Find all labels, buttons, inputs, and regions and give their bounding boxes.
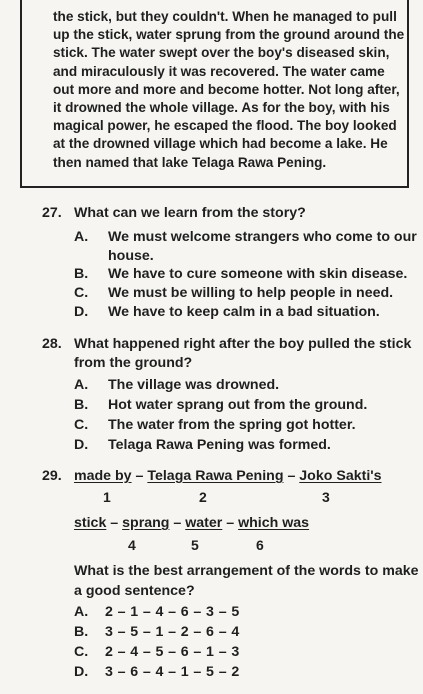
question-number: 28. [42, 336, 62, 352]
option-letter-b[interactable]: B. [74, 266, 89, 282]
option-letter-b[interactable]: B. [74, 397, 89, 413]
option-letter-c[interactable]: C. [74, 644, 89, 660]
question-number: 29. [42, 468, 62, 484]
option-letter-c[interactable]: C. [74, 417, 89, 433]
phrase-6-water: water [185, 515, 223, 531]
phrase-number-4: 4 [128, 537, 136, 553]
option-letter-c[interactable]: C. [74, 285, 89, 301]
option-letter-b[interactable]: B. [74, 624, 89, 640]
question-stem: What can we learn from the story? [74, 205, 306, 221]
passage-line: at the drowned village which had become a lake. He [53, 136, 388, 152]
passage-line: out more and more and become hotter. Not long after, [53, 81, 400, 97]
dash: – [226, 515, 235, 531]
dash: – [135, 468, 144, 484]
phrase-3: Joko Sakti's [299, 468, 382, 484]
phrase-number-1: 1 [103, 489, 111, 505]
option-d-text[interactable]: 3 – 6 – 4 – 1 – 5 – 2 [105, 664, 240, 680]
option-b-text[interactable]: Hot water sprang out from the ground. [108, 397, 368, 413]
phrase-row-1 [74, 468, 382, 484]
option-a-text[interactable]: The village was drowned. [108, 377, 280, 393]
passage-line: up the stick, water sprung from the ground around the [53, 27, 405, 43]
option-letter-d[interactable]: D. [74, 437, 89, 453]
phrase-which-was: which was [238, 515, 310, 531]
option-a-text[interactable]: 2 – 1 – 4 – 6 – 3 – 5 [105, 604, 240, 620]
option-b-text[interactable]: 3 – 5 – 1 – 2 – 6 – 4 [105, 624, 240, 640]
phrase-row-2 [74, 515, 309, 531]
option-b-text[interactable]: We have to cure someone with skin disease. [108, 266, 408, 282]
option-d-text[interactable]: We have to keep calm in a bad situation. [108, 304, 380, 320]
phrase-number-3: 3 [322, 489, 330, 505]
phrase-number-2: 2 [199, 489, 207, 505]
dash: – [173, 515, 182, 531]
passage-line: it drowned the whole village. As for the boy, with his [53, 100, 390, 116]
question-number: 27. [42, 205, 62, 221]
passage-line: then named that lake Telaga Rawa Pening. [53, 154, 327, 170]
option-letter-d[interactable]: D. [74, 304, 89, 320]
phrase-number-6: 6 [256, 537, 264, 553]
passage-line: the stick, but they couldn't. When he managed to pull [53, 9, 397, 24]
question-stem-cont: from the ground? [74, 355, 193, 371]
option-a-text[interactable]: We must welcome strangers who come to our [108, 229, 417, 245]
phrase-number-5: 5 [191, 537, 199, 553]
phrase-5: sprang [122, 515, 170, 531]
question-stem: What is the best arrangement of the words to make [74, 563, 419, 579]
option-a-text-cont[interactable]: house. [108, 248, 154, 264]
option-c-text[interactable]: The water from the spring got hotter. [108, 417, 356, 433]
option-d-text[interactable]: Telaga Rawa Pening was formed. [108, 437, 331, 453]
passage-line: and miraculously it was recovered. The water came [53, 63, 385, 79]
option-letter-a[interactable]: A. [74, 604, 89, 620]
story-passage-box [20, 0, 409, 188]
passage-line: magical power, he escaped the flood. The boy looked [53, 118, 397, 134]
passage-line: stick. The water swept over the boy's diseased skin, [53, 45, 390, 61]
option-c-text[interactable]: 2 – 4 – 5 – 6 – 1 – 3 [105, 644, 240, 660]
option-c-text[interactable]: We must be willing to help people in need. [108, 285, 394, 301]
option-letter-a[interactable]: A. [74, 377, 89, 393]
dash: – [287, 468, 296, 484]
dash: – [110, 515, 119, 531]
option-letter-d[interactable]: D. [74, 664, 89, 680]
option-letter-a[interactable]: A. [74, 229, 89, 245]
question-stem: What happened right after the boy pulled the stick [74, 336, 412, 352]
phrase-2: Telaga Rawa Pening [147, 468, 284, 484]
phrase-1: made by [74, 468, 132, 484]
question-stem-cont: a good sentence? [74, 583, 195, 599]
phrase-4: stick [74, 515, 107, 531]
